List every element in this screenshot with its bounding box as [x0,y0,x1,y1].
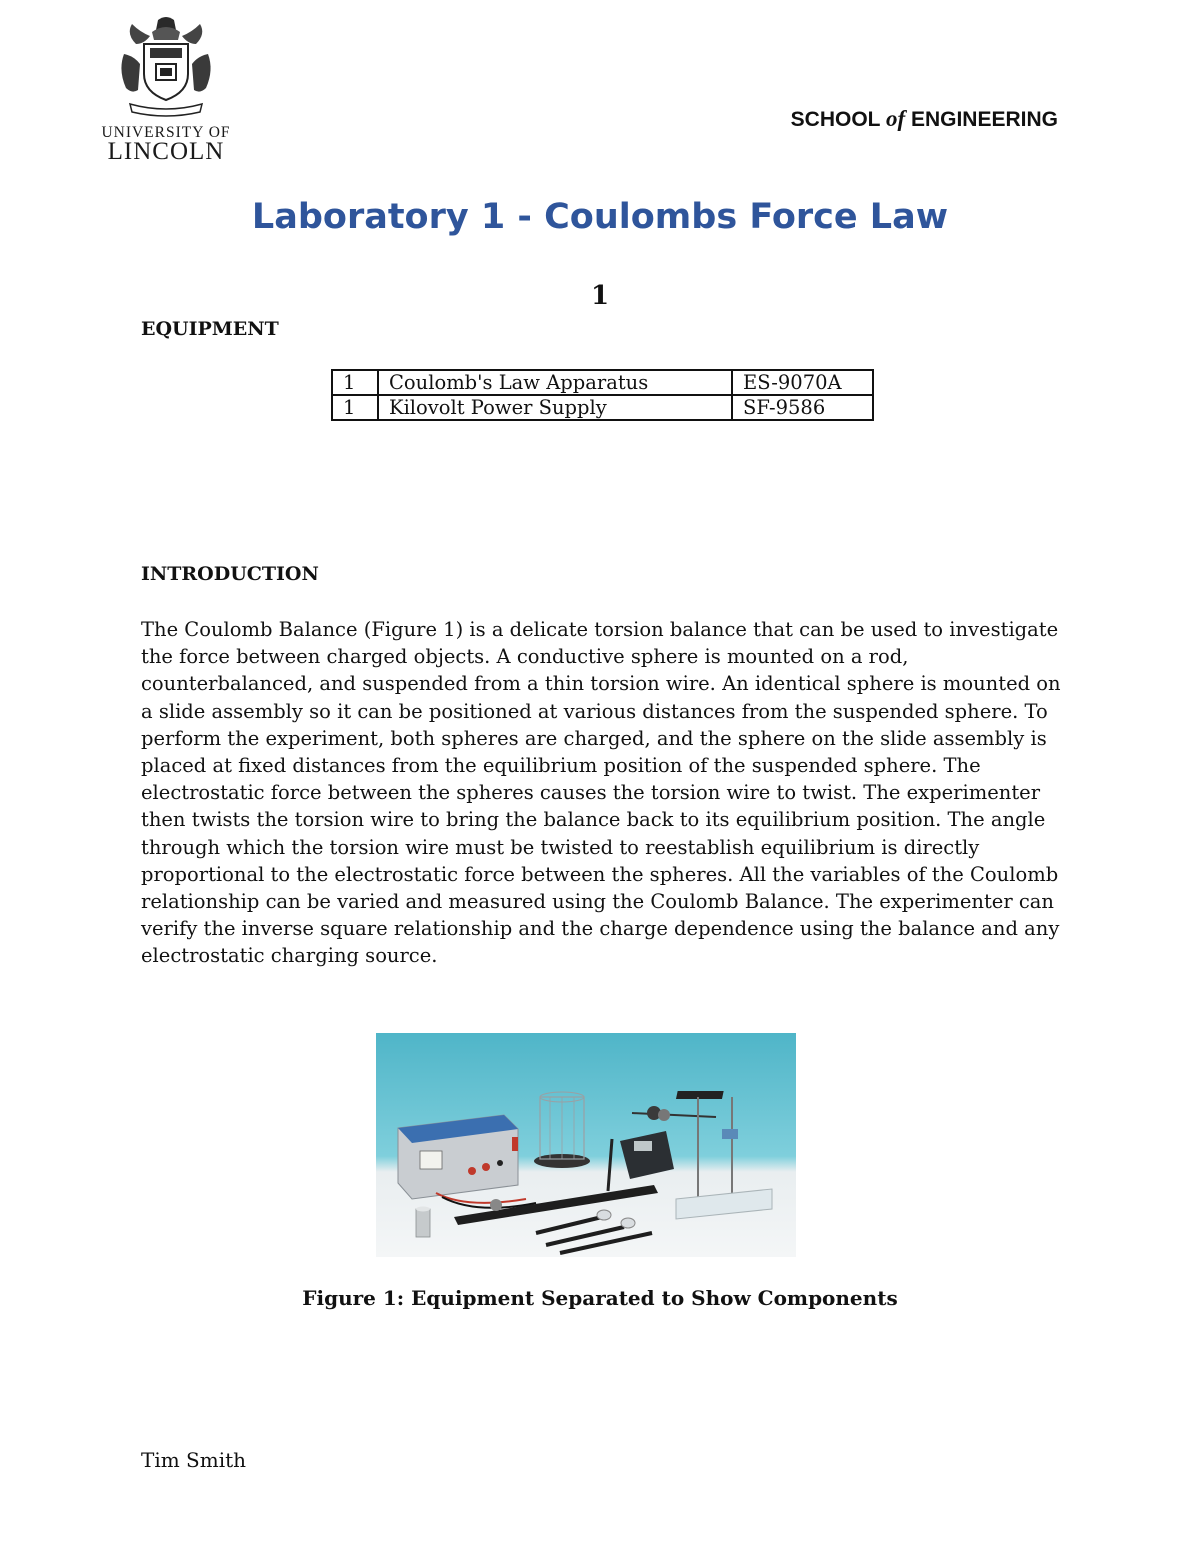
item-cell: Coulomb's Law Apparatus [378,370,732,395]
item-cell: Kilovolt Power Supply [378,395,732,420]
introduction-heading: INTRODUCTION [141,563,319,585]
figure-caption: Figure 1: Equipment Separated to Show Components [302,1286,898,1310]
equipment-heading: EQUIPMENT [141,318,279,340]
university-logo [100,14,232,165]
school-of: of [885,106,906,131]
code-cell: ES-9070A [732,370,873,395]
equipment-photo [376,1033,796,1257]
crest-icon [114,14,218,118]
qty-cell: 1 [332,395,378,420]
table-row [332,370,873,395]
table-row [332,395,873,420]
code-cell: SF-9586 [732,395,873,420]
school-name [791,106,1058,132]
introduction-paragraph: The Coulomb Balance (Figure 1) is a delicate torsion balance that can be used to investigate the force between charged objects. A conductive sphere is mounted on a rod, counterbalanced, and suspended from a thin torsion wire. An identical sphere is mounted on a slide assembly so it can be positioned at various distances from the suspended sphere. To perform the experiment, both spheres are charged, and the sphere on the slide assembly is placed at fixed distances from the equilibrium position of the suspended sphere. The electrostatic force between the spheres causes the torsion wire to twist. The experimenter then twists the torsion wire to bring the balance back to its equilibrium position. The angle through which the torsion wire must be twisted to reestablish equilibrium is directly proportional to the electrostatic force between the spheres. All the variables of the Coulomb relationship can be varied and measured using the Coulomb Balance. The experimenter can verify the inverse square relationship and the charge dependence using the balance and any electrostatic charging source. [141,618,1061,968]
author-name: Tim Smith [141,1448,247,1472]
university-name-line2: LINCOLN [107,138,225,165]
school-suffix: ENGINEERING [910,108,1058,131]
qty-cell: 1 [332,370,378,395]
page-number: 1 [590,281,610,311]
school-prefix: SCHOOL [790,108,881,131]
equipment-photo-icon [376,1033,796,1257]
equipment-table [331,369,874,421]
university-name-line1: UNIVERSITY OF [101,124,231,141]
page-title: Laboratory 1 - Coulombs Force Law [251,197,949,237]
